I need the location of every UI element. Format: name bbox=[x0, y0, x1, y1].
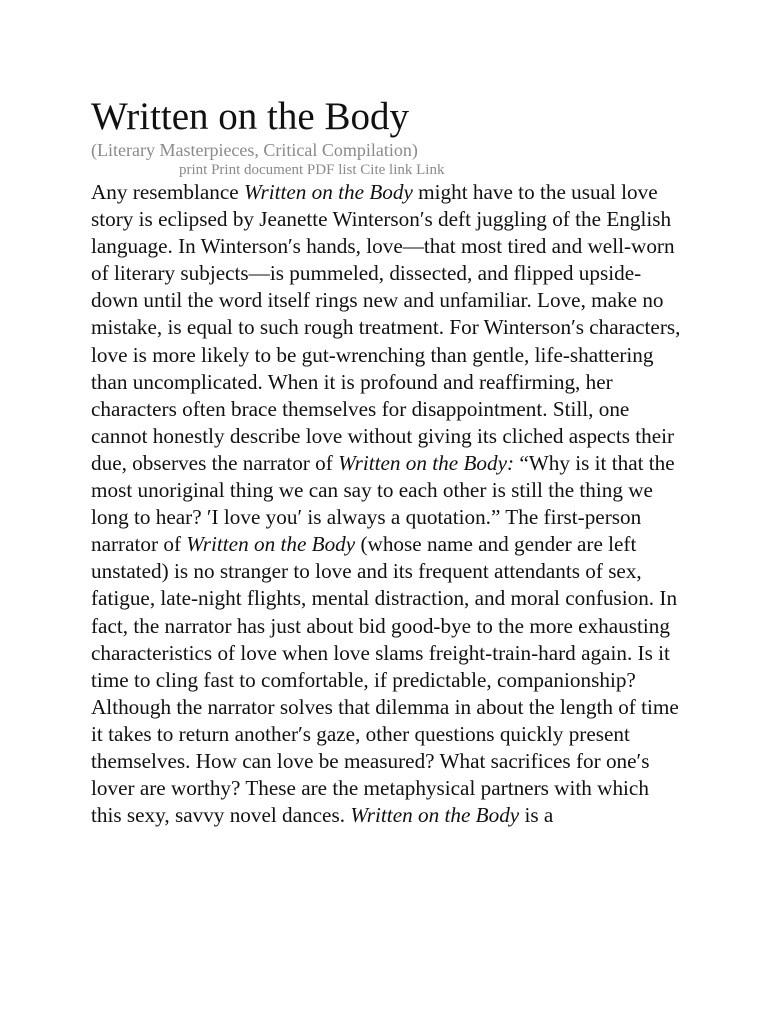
cite-link[interactable]: Cite link bbox=[360, 162, 413, 178]
book-title-italic: Written on the Body: bbox=[338, 450, 515, 475]
book-title-italic: Written on the Body bbox=[186, 532, 356, 557]
body-text-segment: might have to the usual love story is eclipsed by Jeanette Winterson′s deft juggling of the English language. In Winterson′s hands, love—that most tired and well-worn of literary subjects—is pummeled, dissected, and flipped upside-down until the word itself rings new and unfamiliar. Love, make no mistake, is equal to such rough treatment. For Winterson′s characters, love is more likely to be gut-wrenching than gentle, life-shattering than uncomplicated. When it is profound and reaffirming, her characters often brace themselves for disappointment. Still, one cannot honestly describe love without giving its cliched aspects their due, observes the narrator of bbox=[91, 180, 681, 475]
page-title: Written on the Body bbox=[91, 95, 409, 138]
body-text-segment: (whose name and gender are left unstated) is no stranger to love and its frequent attendants of sex, fatigue, late-night flights, mental distraction, and moral confusion. In fact, the narrator has just about bid good-bye to the more exhausting characteristics of love when love slams freight-train-hard again. Is it time to cling fast to comfortable, if predictable, companionship? Although the narrator solves that dilemma in about the length of time it takes to return another′s gaze, other questions quickly present themselves. How can love be measured? What sacrifices for one′s lover are worthy? These are the metaphysical partners with which this sexy, savvy novel dances. bbox=[91, 532, 679, 828]
book-title-italic: Written on the Body bbox=[243, 180, 413, 204]
link-link[interactable]: Link bbox=[416, 162, 445, 178]
book-title-italic: Written on the Body bbox=[350, 803, 520, 828]
body-text-segment: “Why is it that the most unoriginal thing we can say to each other is still the thing we long to hear? ′I love you′ is always a quotation.” The first-person narrator of bbox=[91, 450, 675, 557]
pdf-list-link[interactable]: PDF list bbox=[306, 162, 357, 178]
print-link[interactable]: print bbox=[179, 162, 208, 178]
article-body bbox=[91, 179, 683, 829]
article-toolbar bbox=[179, 161, 691, 179]
body-text-segment: is a bbox=[519, 803, 554, 828]
body-text-segment: Any resemblance bbox=[91, 180, 244, 204]
print-document-link[interactable]: Print document bbox=[211, 162, 304, 178]
article bbox=[91, 95, 691, 829]
article-subtitle: (Literary Masterpieces, Critical Compilation) bbox=[91, 140, 418, 160]
